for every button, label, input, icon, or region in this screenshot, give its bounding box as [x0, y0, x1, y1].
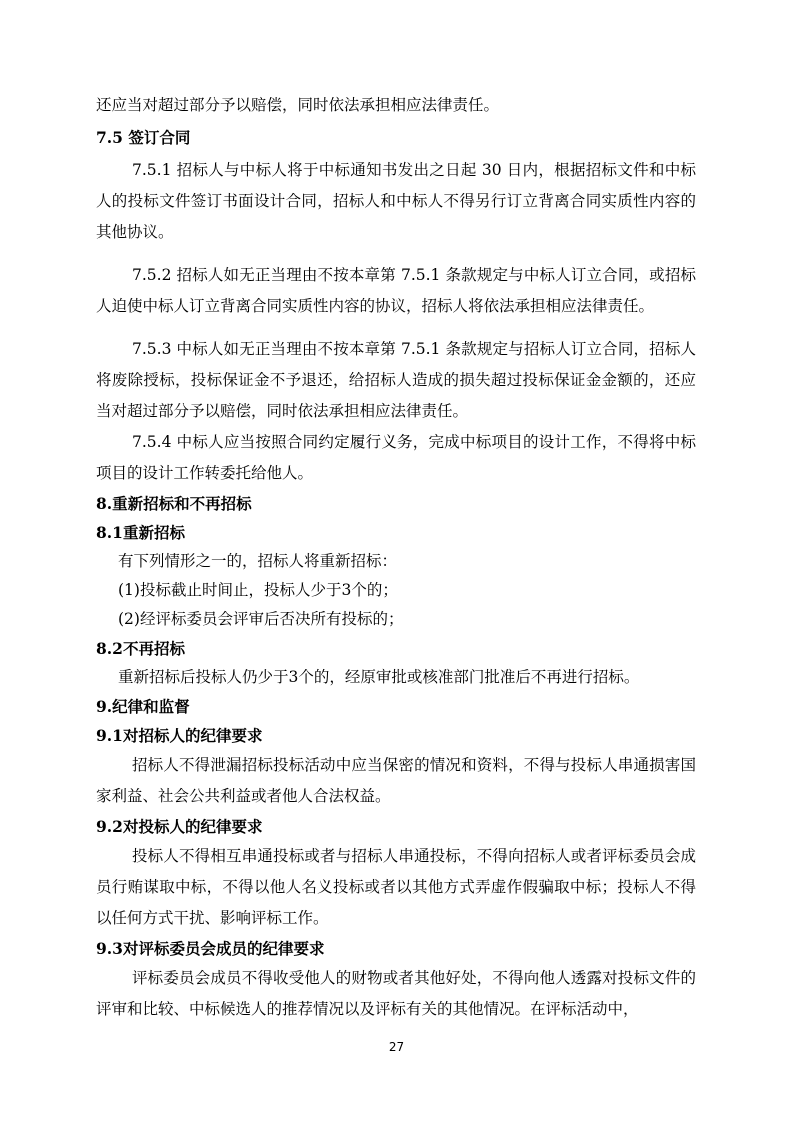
section-heading-9-3: 9.3对评标委员会成员的纪律要求: [96, 939, 325, 958]
retender-item-1: (1)投标截止时间止，投标人少于3个的；: [118, 581, 398, 599]
section-heading-7-5: 7.5 签订合同: [96, 128, 191, 147]
retender-intro: 有下列情形之一的，招标人将重新招标：: [118, 552, 398, 570]
section-heading-8-2: 8.2不再招标: [96, 639, 185, 658]
section-heading-8: 8.重新招标和不再招标: [96, 494, 252, 513]
page-number: 27: [388, 1040, 405, 1054]
no-retender-text: 重新招标后投标人仍少于3个的，经原审批或核准部门批准后不再进行招标。: [118, 668, 640, 686]
clause-9-3-text: 评标委员会成员不得收受他人的财物或者其他好处，不得向他人透露对投标文件的评审和比较、中标候选人的推荐情况以及评标有关的其他情况。在评标活动中，: [96, 969, 696, 1018]
section-heading-9-2: 9.2对投标人的纪律要求: [96, 817, 263, 836]
clause-7-5-2: 7.5.2 招标人如无正当理由不按本章第 7.5.1 条款规定与中标人订立合同，或招标人迫使中标人订立背离合同实质性内容的协议，招标人将依法承担相应法律责任。: [96, 266, 696, 315]
document-body: [96, 90, 696, 1025]
paragraph-continuation: 还应当对超过部分予以赔偿，同时依法承担相应法律责任。: [96, 96, 500, 114]
clause-9-1-text: 招标人不得泄漏招标投标活动中应当保密的情况和资料，不得与投标人串通损害国家利益、社会公共利益或者他人合法权益。: [96, 756, 696, 805]
clause-7-5-3: 7.5.3 中标人如无正当理由不按本章第 7.5.1 条款规定与招标人订立合同，招标人将废除授标，投标保证金不予退还，给招标人造成的损失超过投标保证金金额的，还应当对超过部分予以赔偿，同时依法承担相应法律责任。: [96, 340, 696, 420]
clause-7-5-4: 7.5.4 中标人应当按照合同约定履行义务，完成中标项目的设计工作，不得将中标项目的设计工作转委托给他人。: [96, 433, 696, 482]
clause-9-2-text: 投标人不得相互串通投标或者与招标人串通投标，不得向招标人或者评标委员会成员行贿谋取中标，不得以他人名义投标或者以其他方式弄虚作假骗取中标；投标人不得以任何方式干扰、影响评标工作。: [96, 847, 696, 927]
section-heading-9: 9.纪律和监督: [96, 697, 190, 716]
clause-7-5-1: 7.5.1 招标人与中标人将于中标通知书发出之日起 30 日内，根据招标文件和中标人的投标文件签订书面设计合同，招标人和中标人不得另行订立背离合同实质性内容的其他协议。: [96, 161, 696, 241]
retender-item-2: (2)经评标委员会评审后否决所有投标的；: [118, 610, 404, 628]
section-heading-9-1: 9.1对招标人的纪律要求: [96, 726, 263, 745]
section-heading-8-1: 8.1重新招标: [96, 523, 185, 542]
